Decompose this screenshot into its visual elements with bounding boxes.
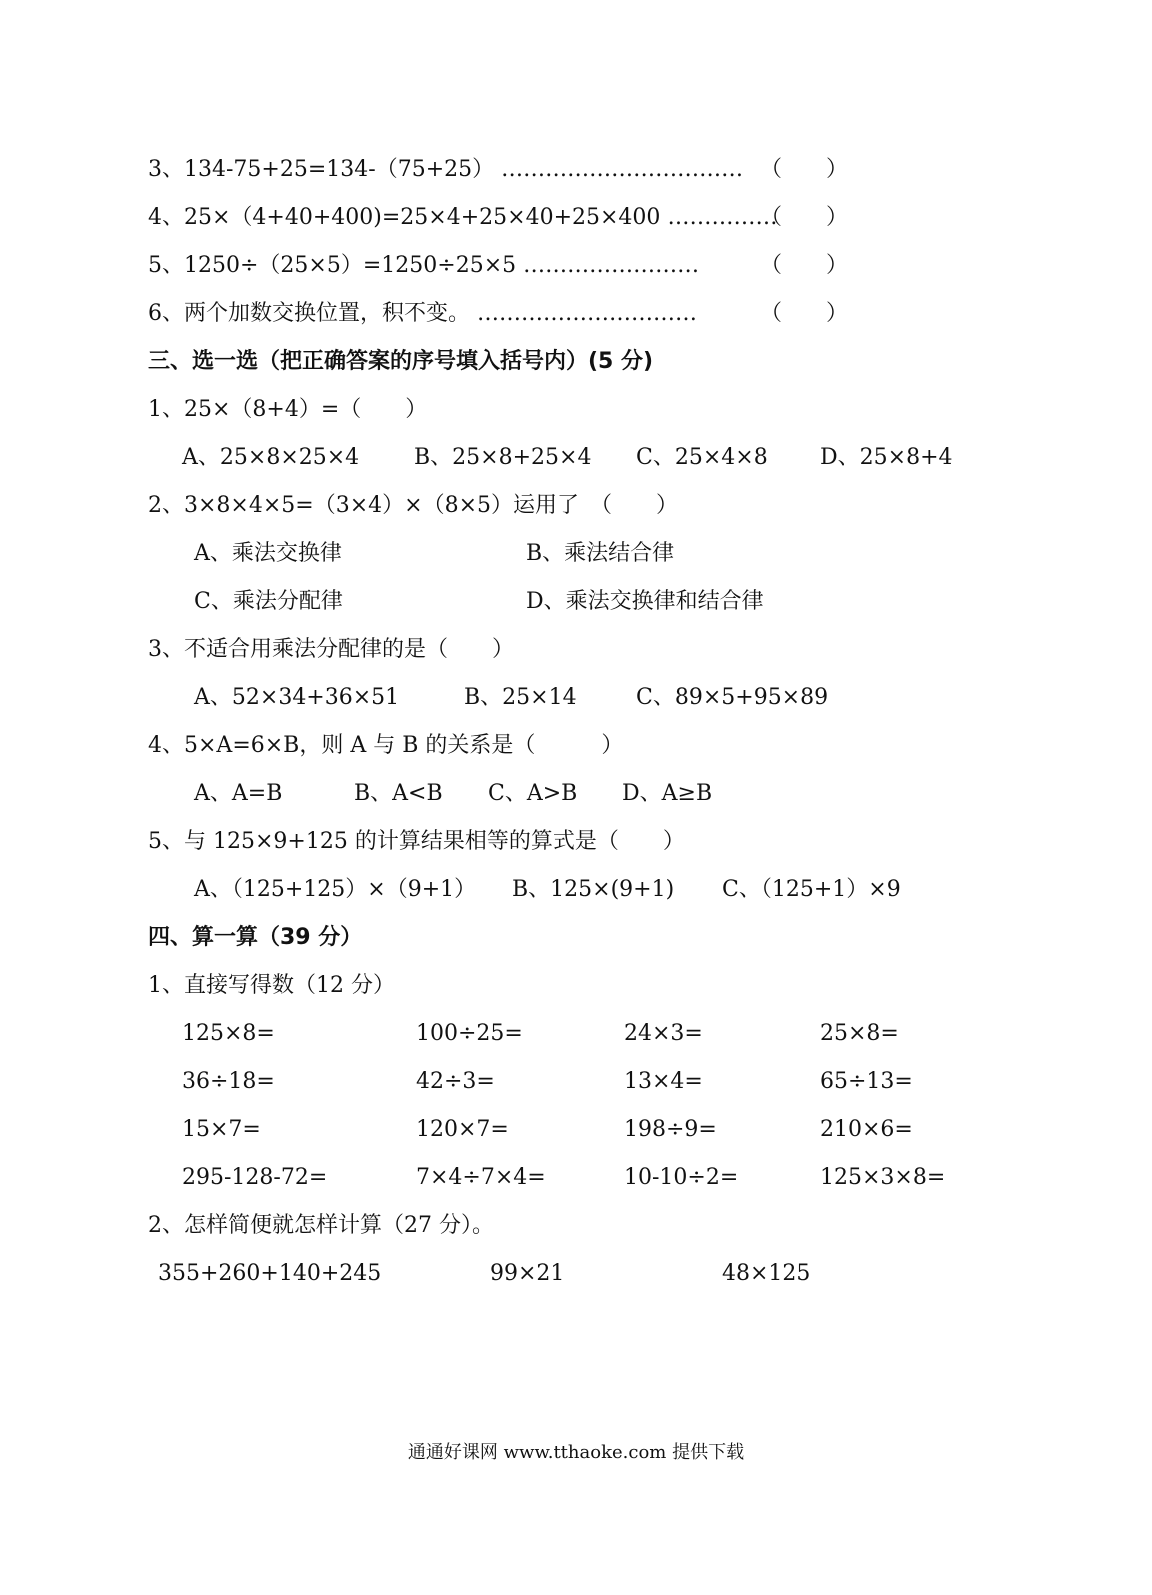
section-title-choose: 三、选一选（把正确答案的序号填入括号内）(5 分) — [148, 349, 654, 374]
question-3: 3、不适合用乘法分配律的是（ ） — [148, 637, 514, 662]
tf-item-5: 5、1250÷（25×5）=1250÷25×5 …………………… — [148, 253, 700, 278]
question-1: 1、25×（8+4）=（ ） — [148, 397, 428, 422]
calc-cell: 295-128-72= — [182, 1165, 328, 1190]
option-c[interactable]: C、89×5+95×89 — [636, 685, 829, 710]
option-a[interactable]: A、A=B — [194, 781, 283, 806]
calc-cell: 24×3= — [624, 1021, 703, 1046]
leader-dots: …………………………… — [501, 157, 744, 182]
simplify-item: 355+260+140+245 — [158, 1261, 382, 1286]
calc-cell: 198÷9= — [624, 1117, 717, 1142]
calc-cell: 42÷3= — [416, 1069, 495, 1094]
question-5: 5、与 125×9+125 的计算结果相等的算式是（ ） — [148, 829, 685, 854]
leader-dots: ………………………… — [477, 301, 697, 326]
question-2: 2、3×8×4×5=（3×4）×（8×5）运用了 （ ） — [148, 493, 679, 518]
option-d[interactable]: D、乘法交换律和结合律 — [526, 589, 764, 614]
calc-cell: 65÷13= — [820, 1069, 913, 1094]
tf-item-4: 4、25×（4+40+400)=25×4+25×40+25×400 …………… — [148, 205, 778, 230]
option-b[interactable]: B、25×8+25×4 — [414, 445, 592, 470]
option-c[interactable]: C、（125+1）×9 — [722, 877, 901, 902]
tf-item-3: 3、134-75+25=134-（75+25） …………………………… — [148, 157, 744, 182]
option-d[interactable]: D、A≥B — [622, 781, 713, 806]
option-b[interactable]: B、125×(9+1) — [512, 877, 675, 902]
answer-bracket[interactable]: （ ） — [760, 157, 849, 182]
calc-cell: 36÷18= — [182, 1069, 275, 1094]
option-d[interactable]: D、25×8+4 — [820, 445, 953, 470]
calc-cell: 13×4= — [624, 1069, 703, 1094]
question-4: 4、5×A=6×B，则 A 与 B 的关系是（ ） — [148, 733, 624, 758]
option-b[interactable]: B、25×14 — [464, 685, 577, 710]
leader-dots: …………………… — [523, 253, 700, 278]
section-title-calculate: 四、算一算（39 分） — [148, 925, 363, 950]
calc-cell: 15×7= — [182, 1117, 261, 1142]
option-a[interactable]: A、52×34+36×51 — [194, 685, 400, 710]
calc-cell: 210×6= — [820, 1117, 913, 1142]
part1-title: 1、直接写得数（12 分） — [148, 973, 395, 998]
answer-bracket[interactable]: （ ） — [760, 301, 849, 326]
option-a[interactable]: A、乘法交换律 — [194, 541, 342, 566]
option-b[interactable]: B、A<B — [354, 781, 443, 806]
option-a[interactable]: A、25×8×25×4 — [182, 445, 360, 470]
calc-cell: 120×7= — [416, 1117, 509, 1142]
calc-cell: 10-10÷2= — [624, 1165, 739, 1190]
calc-cell: 25×8= — [820, 1021, 899, 1046]
leader-dots: …………… — [667, 205, 778, 230]
calc-cell: 125×8= — [182, 1021, 275, 1046]
calc-cell: 7×4÷7×4= — [416, 1165, 546, 1190]
option-b[interactable]: B、乘法结合律 — [526, 541, 675, 566]
option-a[interactable]: A、（125+125）×（9+1） — [194, 877, 477, 902]
answer-bracket[interactable]: （ ） — [760, 253, 849, 278]
option-c[interactable]: C、25×4×8 — [636, 445, 768, 470]
tf-item-6: 6、两个加数交换位置，积不变。 ………………………… — [148, 301, 697, 326]
part2-title: 2、怎样简便就怎样计算（27 分）。 — [148, 1213, 494, 1238]
answer-bracket[interactable]: （ ） — [760, 205, 849, 230]
simplify-item: 48×125 — [722, 1261, 811, 1286]
option-c[interactable]: C、A>B — [488, 781, 578, 806]
calc-cell: 100÷25= — [416, 1021, 523, 1046]
simplify-item: 99×21 — [490, 1261, 565, 1286]
option-c[interactable]: C、乘法分配律 — [194, 589, 343, 614]
calc-cell: 125×3×8= — [820, 1165, 946, 1190]
footer-credit: 通通好课网 www.tthaoke.com 提供下载 — [407, 1442, 745, 1463]
